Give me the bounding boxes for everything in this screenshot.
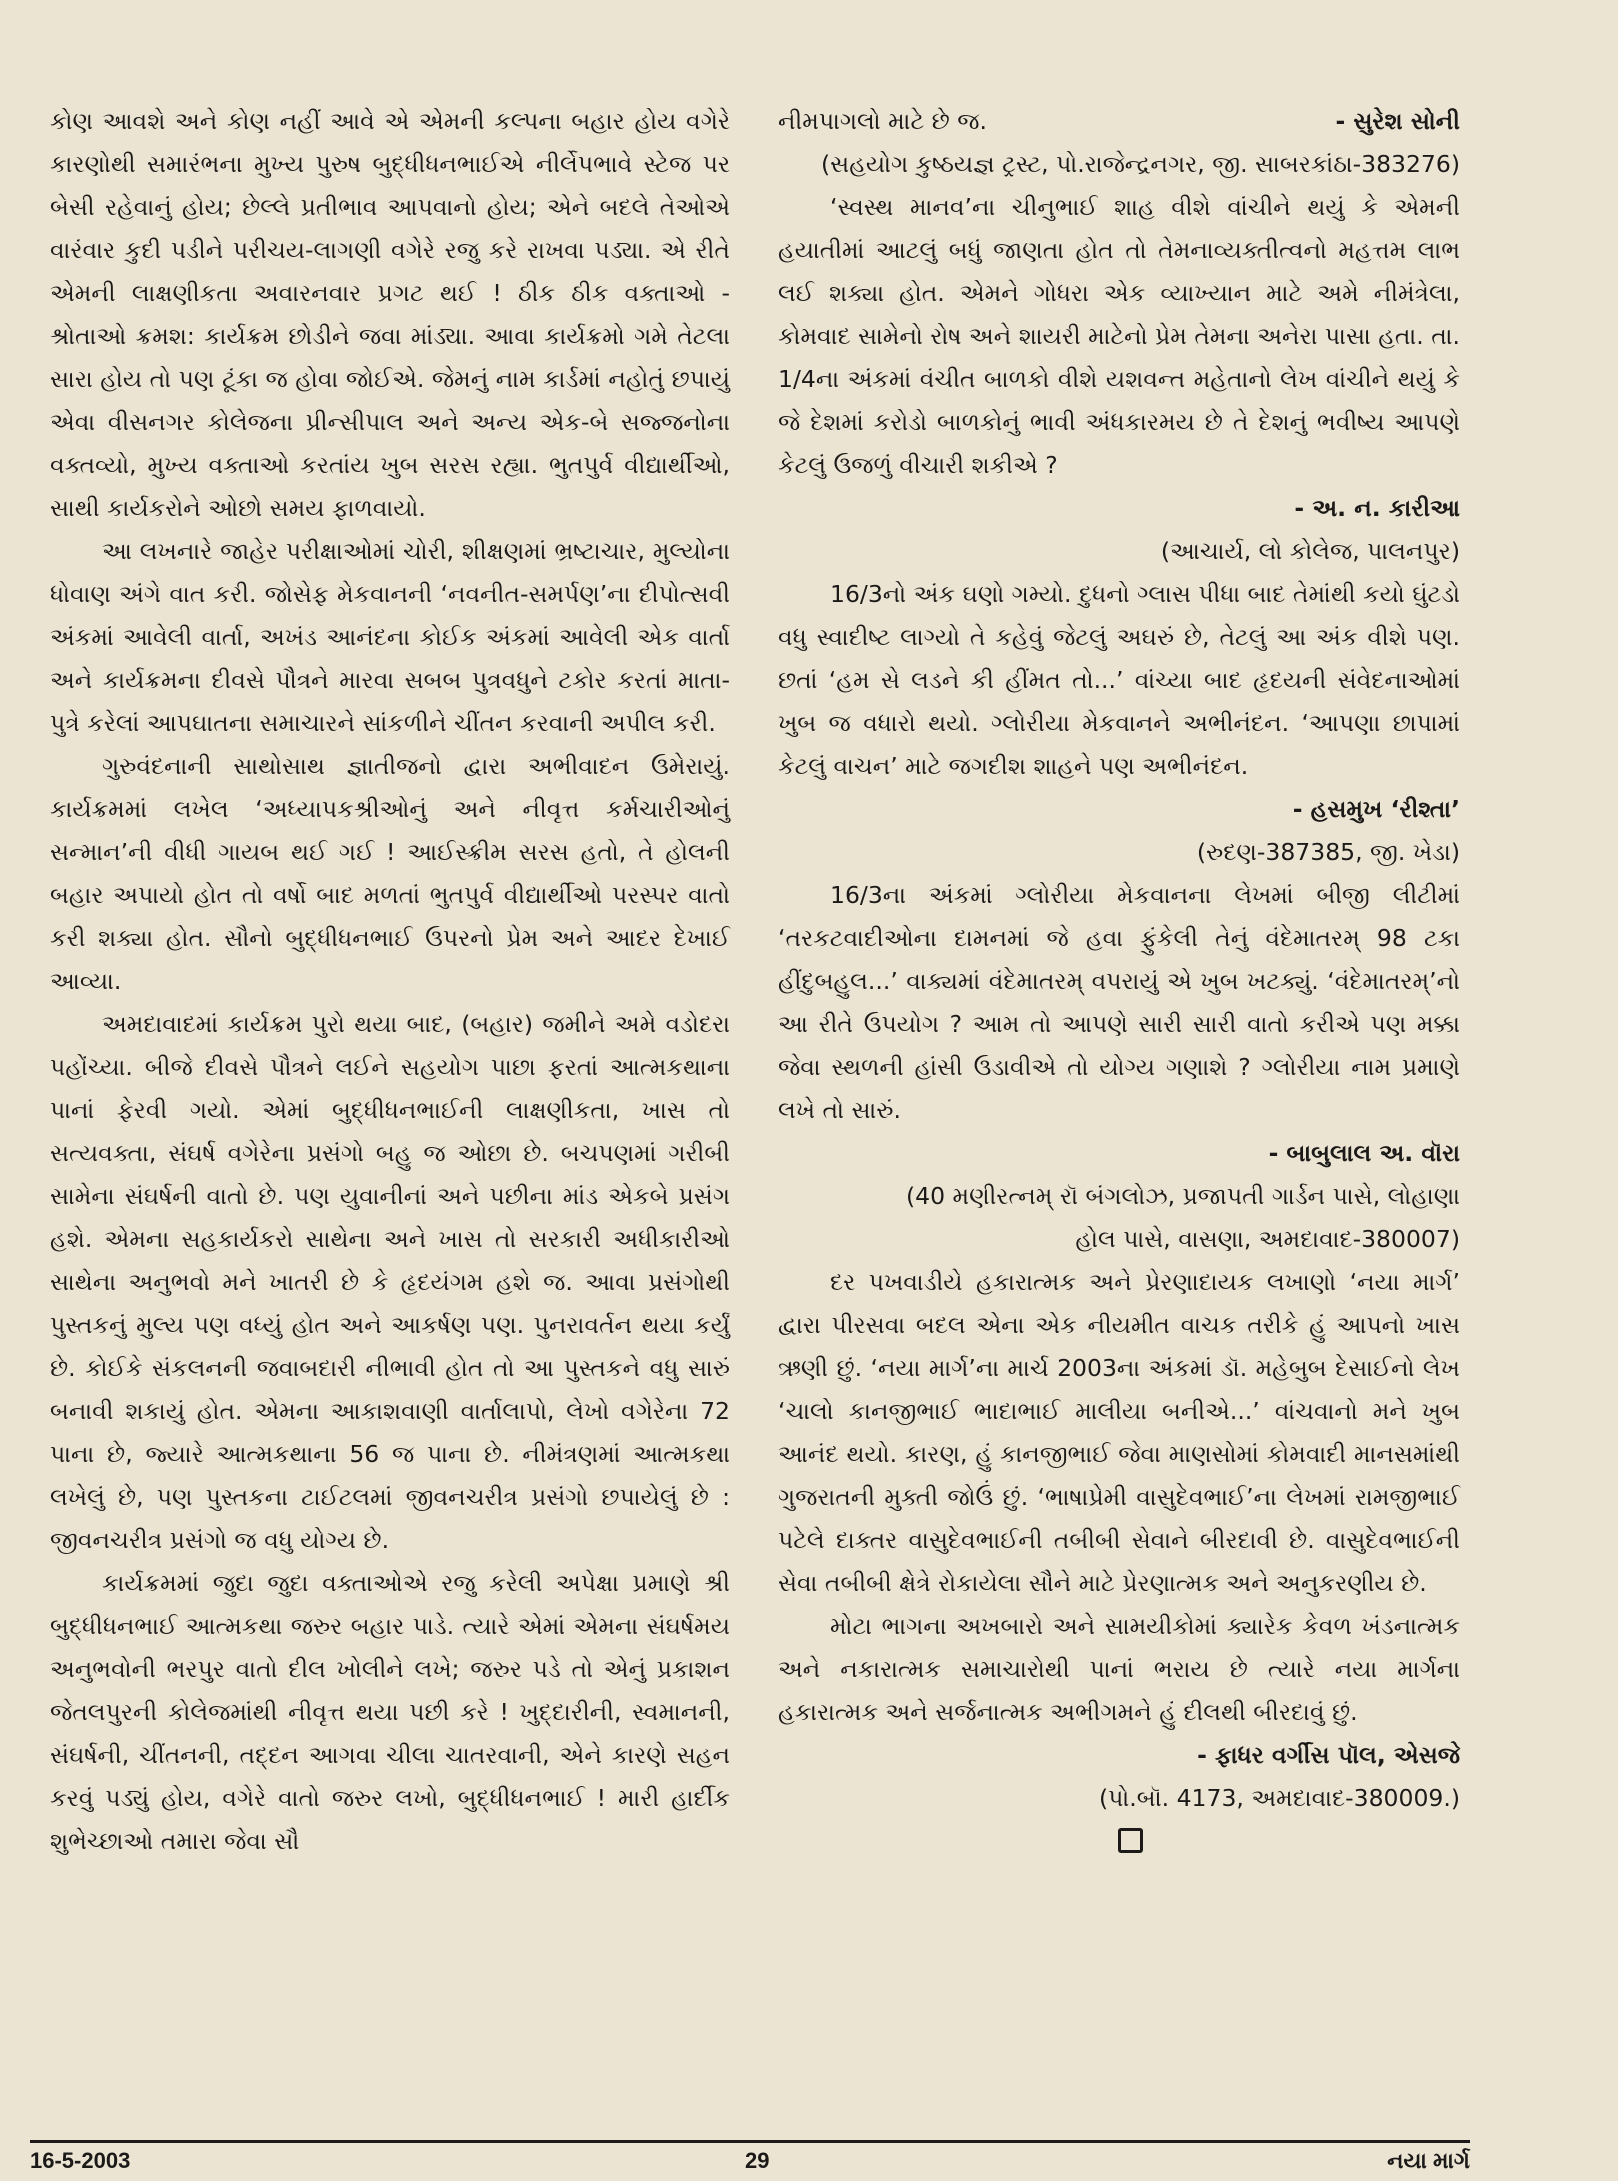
end-of-article-box-icon — [1118, 1828, 1143, 1853]
letter-2-body: ‘સ્વસ્થ માનવ’ના ચીનુભાઈ શાહ વીશે વાંચીને થયું કે એમની હયાતીમાં આટલું બધું જાણતા હોત તો તેમનાવ્યક્તીત્વનો મહત્તમ લાભ લઈ શક્યા હોત. એમને ગોધરા એક વ્યાખ્યાન માટે અમે નીમંત્રેલા, કોમવાદ સામેનો રોષ અને શાયરી માટેનો પ્રેમ તેમના અનેરા પાસા હતા. તા. 1/4ના અંકમાં વંચીત બાળકો વીશે યશવન્ત મહેતાનો લેખ વાંચીને થયું કે જે દેશમાં કરોડો બાળકોનું ભાવી અંધકારમય છે તે દેશનું ભવીષ્ય આપણે કેટલું ઉજળું વીચારી શકીએ ? — [778, 193, 1461, 479]
page-footer — [30, 2148, 1470, 2178]
letter-1-tail: નીમપાગલો માટે છે જ. — [778, 107, 987, 135]
article-paragraph: કાર્યક્રમમાં જુદા જુદા વક્તાઓએ રજુ કરેલી અપેક્ષા પ્રમાણે શ્રી બુદ્ધીધનભાઈ આત્મકથા જરુર બહાર પાડે. ત્યારે એમાં એમના સંઘર્ષમય અનુભવોની ભરપુર વાતો દીલ ખોલીને લખે; જરુર પડે તો એનું પ્રકાશન જેતલપુરની કોલેજમાંથી નીવૃત્ત થયા પછી કરે ! ખુદ્દારીની, સ્વમાનની, સંઘર્ષની, ચીંતનની, તદ્દન આગવા ચીલા ચાતરવાની, એને કારણે સહન કરવું પડ્યું હોય, વગેરે વાતો જરુર લખો, બુદ્ધીધનભાઈ ! મારી હાર્દીક શુભેચ્છાઓ તમારા જેવા સૌ — [50, 1569, 730, 1855]
footer-rule — [30, 2140, 1470, 2143]
letter-5-paragraph-2: મોટા ભાગના અખબારો અને સામયીકોમાં ક્યારેક કેવળ ખંડનાત્મક અને નકારાત્મક સમાચારોથી પાનાં ભરાય છે ત્યારે નયા માર્ગના હકારાત્મક અને સર્જનાત્મક અભીગમને હું દીલથી બીરદાવું છું. — [778, 1612, 1460, 1726]
article-paragraph: આ લખનારે જાહેર પરીક્ષાઓમાં ચોરી, શીક્ષણમાં ભ્રષ્ટાચાર, મુલ્યોના ધોવાણ અંગે વાત કરી. જોસેફ મેકવાનની ‘નવનીત-સમર્પણ’ના દીપોત્સવી અંકમાં આવેલી વાર્તા, અખંડ આનંદના કોઈક અંકમાં આવેલી એક વાર્તા અને કાર્યક્રમના દીવસે પૌત્રને મારવા સબબ પુત્રવધુને ટકોર કરતાં માતા-પુત્રે કરેલાં આપઘાતના સમાચારને સાંકળીને ચીંતન કરવાની અપીલ કરી. — [50, 537, 730, 737]
letter-1-signature: - સુરેશ સોની — [1335, 107, 1460, 135]
letter-3-address: (રુદણ-387385, જી. ખેડા) — [1196, 838, 1460, 866]
letter-5-paragraph-1: દર પખવાડીયે હકારાત્મક અને પ્રેરણાદાયક લખાણો ‘નયા માર્ગ’ દ્વારા પીરસવા બદલ એના એક નીયમીત વાચક તરીકે હું આપનો ખાસ ઋણી છું. ‘નયા માર્ગ’ના માર્ચ 2003ના અંકમાં ડૉ. મહેબુબ દેસાઈનો લેખ ‘ચાલો કાનજીભાઈ ભાદાભાઈ માલીયા બનીએ...’ વાંચવાનો મને ખુબ આનંદ થયો. કારણ, હું કાનજીભાઈ જેવા માણસોમાં કોમવાદી માનસમાંથી ગુજરાતની મુક્તી જોઉં છું. ‘ભાષાપ્રેમી વાસુદેવભાઈ’ના લેખમાં રામજીભાઈ પટેલે દાક્તર વાસુદેવભાઈની તબીબી સેવાને બીરદાવી છે. વાસુદેવભાઈની સેવા તબીબી ક્ષેત્રે રોકાયેલા સૌને માટે પ્રેરણાત્મક અને અનુકરણીય છે. — [778, 1268, 1460, 1597]
left-column — [50, 100, 730, 1863]
letter-2-address: (આચાર્ય, લો કોલેજ, પાલનપુર) — [1160, 537, 1460, 565]
letter-5-address: (પો.બૉ. 4173, અમદાવાદ-380009.) — [1098, 1784, 1460, 1812]
letter-4-signature: - બાબુલાલ અ. વૉરા — [1268, 1139, 1460, 1167]
article-paragraph: કોણ આવશે અને કોણ નહીં આવે એ એમની કલ્પના બહાર હોય વગેરે કારણોથી સમારંભના મુખ્ય પુરુષ બુદ્ધીધનભાઈએ નીર્લેપભાવે સ્ટેજ પર બેસી રહેવાનું હોય; છેલ્લે પ્રતીભાવ આપવાનો હોય; એને બદલે તેઓએ વારંવાર કુદી પડીને પરીચય-લાગણી વગેરે રજુ કરે રાખવા પડ્યા. એ રીતે એમની લાક્ષણીકતા અવારનવાર પ્રગટ થઈ ! ઠીક ઠીક વક્તાઓ - શ્રોતાઓ ક્રમશ: કાર્યક્રમ છોડીને જવા માંડ્યા. આવા કાર્યક્રમો ગમે તેટલા સારા હોય તો પણ ટૂંકા જ હોવા જોઈએ. જેમનું નામ કાર્ડમાં નહોતું છપાયું એવા વીસનગર કોલેજના પ્રીન્સીપાલ અને અન્ય એક-બે સજ્જનોના વક્તવ્યો, મુખ્ય વક્તાઓ કરતાંય ખુબ સરસ રહ્યા. ભુતપુર્વ વીદ્યાર્થીઓ, સાથી કાર્યકરોને ઓછો સમય ફાળવાયો. — [50, 107, 730, 522]
article-paragraph: અમદાવાદમાં કાર્યક્રમ પુરો થયા બાદ, (બહાર) જમીને અમે વડોદરા પહોંચ્યા. બીજે દીવસે પૌત્રને લઈને સહયોગ પાછા ફરતાં આત્મકથાના પાનાં ફેરવી ગયો. એમાં બુદ્ધીધનભાઈની લાક્ષણીકતા, ખાસ તો સત્યવક્તા, સંઘર્ષ વગેરેના પ્રસંગો બહુ જ ઓછા છે. બચપણમાં ગરીબી સામેના સંઘર્ષની વાતો છે. પણ યુવાનીનાં અને પછીના માંડ એકબે પ્રસંગ હશે. એમના સહકાર્યકરો સાથેના અને ખાસ તો સરકારી અધીકારીઓ સાથેના અનુભવો મને ખાતરી છે કે હૃદયંગમ હશે જ. આવા પ્રસંગોથી પુસ્તકનું મુલ્ય પણ વધ્યું હોત અને આકર્ષણ પણ. પુનરાવર્તન થયા કર્યું છે. કોઈકે સંકલનની જવાબદારી નીભાવી હોત તો આ પુસ્તકને વધુ સારું બનાવી શકાયું હોત. એમના આકાશવાણી વાર્તાલાપો, લેખો વગેરેના 72 પાના છે, જ્યારે આત્મકથાના 56 જ પાના છે. નીમંત્રણમાં આત્મકથા લખેલું છે, પણ પુસ્તકના ટાઈટલમાં જીવનચરીત્ર પ્રસંગો છપાયેલું છે : જીવનચરીત્ર પ્રસંગો જ વધુ યોગ્ય છે. — [50, 1010, 730, 1554]
letter-2-signature: - અ. ન. કારીઆ — [1294, 494, 1460, 522]
letter-1-address: (સહયોગ કુષ્ઠયજ્ઞ ટ્રસ્ટ, પો.રાજેન્દ્રનગર, જી. સાબરકાંઠા-383276) — [821, 150, 1460, 178]
letter-4-body: 16/3ના અંકમાં ગ્લોરીયા મેકવાનના લેખમાં બીજી લીટીમાં ‘તરકટવાદીઓના દામનમાં જે હવા ફુંકેલી તેનું વંદેમાતરમ્ 98 ટકા હીંદુબહુલ...’ વાક્યમાં વંદેમાતરમ્ વપરાયું એ ખુબ ખટક્યું. ‘વંદેમાતરમ્’નો આ રીતે ઉપયોગ ? આમ તો આપણે સારી સારી વાતો કરીએ પણ મક્કા જેવા સ્થળની હાંસી ઉડાવીએ તો યોગ્ય ગણાશે ? ગ્લોરીયા નામ પ્રમાણે લખે તો સારું. — [778, 881, 1460, 1124]
letter-5-signature: - ફાધર વર્ગીસ પૉલ, એસજે — [1197, 1741, 1460, 1769]
letter-3-body: 16/3નો અંક ઘણો ગમ્યો. દુધનો ગ્લાસ પીધા બાદ તેમાંથી કયો ઘુંટડો વધુ સ્વાદીષ્ટ લાગ્યો તે કહેવું જેટલું અઘરું છે, તેટલું આ અંક વીશે પણ. છતાં ‘હમ સે લડને કી હીંમત તો...’ વાંચ્યા બાદ હૃદયની સંવેદનાઓમાં ખુબ જ વધારો થયો. ગ્લોરીયા મેકવાનને અભીનંદન. ‘આપણા છાપામાં કેટલું વાચન’ માટે જગદીશ શાહને પણ અભીનંદન. — [778, 580, 1461, 780]
letter-4-address-line-1: (40 મણીરત્નમ્ રૉ બંગલોઝ, પ્રજાપતી ગાર્ડન પાસે, લોહાણા — [905, 1182, 1460, 1210]
letter-4-address-line-2: હોલ પાસે, વાસણા, અમદાવાદ-380007) — [1075, 1225, 1460, 1253]
letter-1-tail-row — [778, 100, 1460, 143]
footer-magazine-name: નયા માર્ગ — [1387, 2148, 1470, 2173]
right-column — [778, 100, 1460, 1853]
footer-page-number: 29 — [745, 2148, 770, 2173]
letter-3-signature: - હસમુખ ‘રીશ્તા’ — [1292, 795, 1460, 823]
article-paragraph: ગુરુવંદનાની સાથોસાથ જ્ઞાતીજનો દ્વારા અભીવાદન ઉમેરાયું. કાર્યક્રમમાં લખેલ ‘અધ્યાપકશ્રીઓનું અને નીવૃત્ત કર્મચારીઓનું સન્માન’ની વીધી ગાયબ થઈ ગઈ ! આઈસ્ક્રીમ સરસ હતો, તે હોલની બહાર અપાયો હોત તો વર્ષો બાદ મળતાં ભુતપુર્વ વીદ્યાર્થીઓ પરસ્પર વાતો કરી શક્યા હોત. સૌનો બુદ્ધીધનભાઈ ઉપરનો પ્રેમ અને આદર દેખાઈ આવ્યા. — [50, 752, 730, 995]
footer-date: 16-5-2003 — [30, 2148, 131, 2173]
